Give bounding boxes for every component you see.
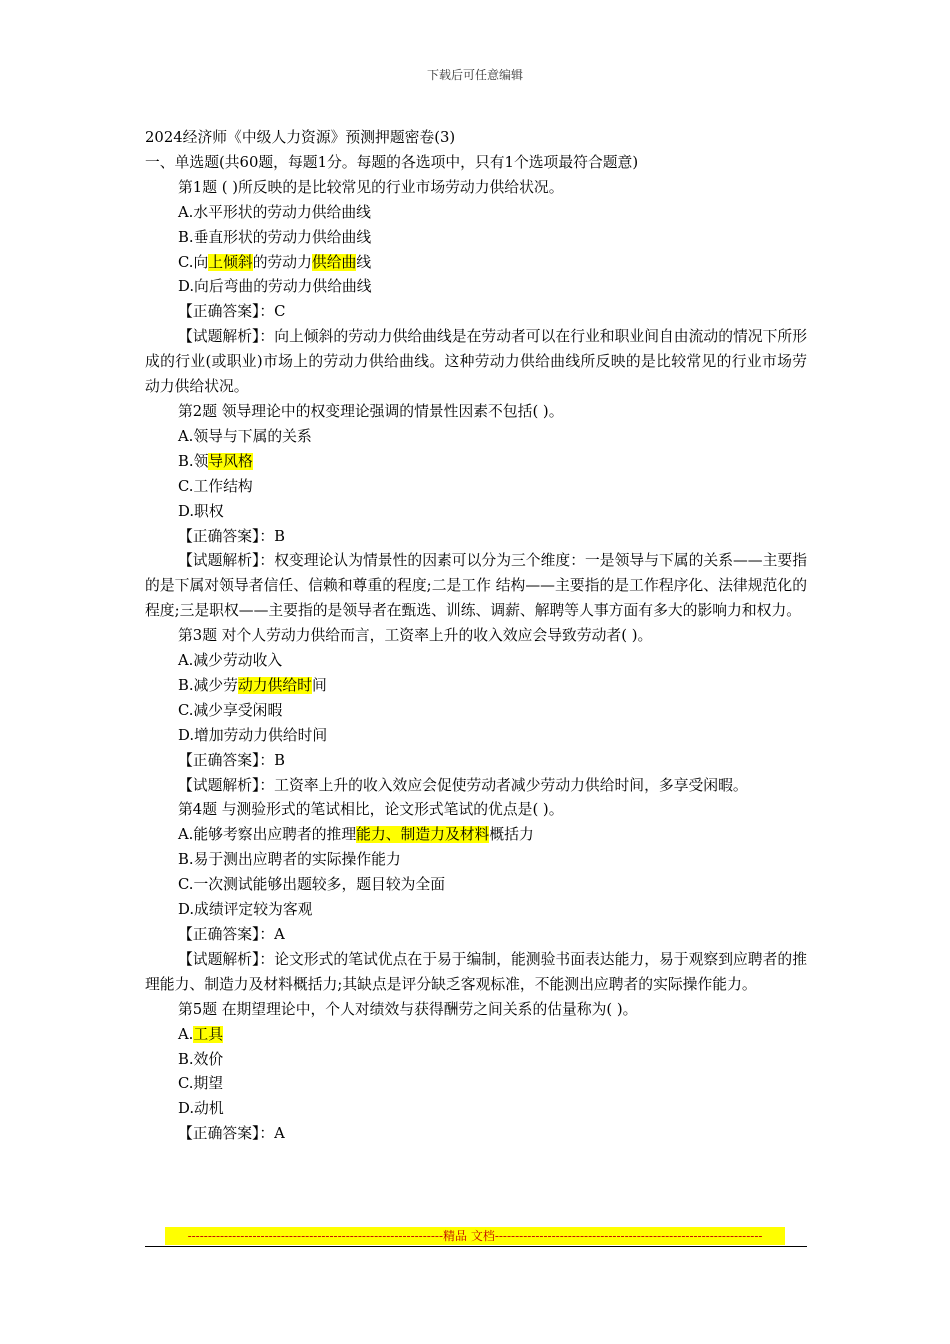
doc-title: 2024经济师《中级人力资源》预测押题密卷(3)	[145, 129, 456, 146]
option-a: A.减少劳动收入	[178, 652, 283, 670]
section-heading: 一、单选题(共60题，每题1分。每题的各选项中，只有1个选项最符合题意)	[145, 153, 639, 171]
option-b: B.效价	[178, 1050, 224, 1068]
analysis: 【试题解析】：向上倾斜的劳动力供给曲线是在劳动者可以在行业和职业间自由流动的情况下所形成的行业(或职业)市场上的劳动力供给曲线。这种劳动力供给曲线所反映的是比较常见的行业市场劳动力供给状况。	[145, 328, 807, 396]
correct-answer: 【正确答案】：C	[178, 303, 286, 321]
correct-answer: 【正确答案】：B	[178, 527, 286, 545]
correct-answer: 【正确答案】：A	[178, 926, 285, 943]
analysis: 【试题解析】：权变理论认为情景性的因素可以分为三个维度：一是领导与下属的关系——主要指的是下属对领导者信任、信赖和尊重的程度;二是工作 结构——主要指的是工作程序化、法律规范化的程度;三是职权——主要指的是领导者在甄选、训练、调薪、解聘等人事方面有多大的影响力和权力。	[145, 552, 807, 620]
option-c: C.工作结构	[178, 477, 253, 495]
option-d: D.成绩评定较为客观	[178, 901, 313, 919]
option-c: C.减少享受闲暇	[178, 701, 283, 719]
option-a: A.能够考察出应聘者的推理能力、制造力及材料概括力	[178, 826, 534, 844]
option-a: A.工具	[178, 1025, 223, 1043]
highlight: 上倾斜	[208, 253, 253, 271]
question-stem: 第2题 领导理论中的权变理论强调的情景性因素不包括( )。	[178, 402, 564, 420]
highlight: 动力供给时	[237, 676, 312, 694]
question-stem: 第1题 ( )所反映的是比较常见的行业市场劳动力供给状况。	[178, 178, 564, 196]
highlight: 能力、制造力及材料	[356, 826, 490, 844]
option-c: C.期望	[178, 1075, 224, 1093]
analysis: 【试题解析】：论文形式的笔试优点在于易于编制，能测验书面表达能力，易于观察到应聘者的推理能力、制造力及材料概括力;其缺点是评分缺乏客观标准，不能测出应聘者的实际操作能力。	[145, 950, 807, 993]
option-b: B.易于测出应聘者的实际操作能力	[178, 851, 401, 869]
correct-answer: 【正确答案】：B	[178, 751, 286, 769]
option-b: B.领导风格	[178, 452, 253, 470]
option-d: D.增加劳动力供给时间	[178, 726, 328, 744]
option-a: A.水平形状的劳动力供给曲线	[178, 203, 371, 221]
option-b: B.垂直形状的劳动力供给曲线	[178, 228, 372, 246]
highlight: 工具	[193, 1025, 223, 1043]
footer-divider	[145, 1246, 807, 1247]
question-stem: 第3题 对个人劳动力供给而言，工资率上升的收入效应会导致劳动者( )。	[178, 627, 653, 645]
option-c: C.向上倾斜的劳动力供给曲线	[178, 253, 372, 271]
option-d: D.向后弯曲的劳动力供给曲线	[178, 278, 372, 296]
question-stem: 第5题 在期望理论中，个人对绩效与获得酬劳之间关系的估量称为( )。	[178, 1000, 638, 1018]
page-footer: ---------------------------------------------------------------精品 文档------------------------------------------------------------------	[165, 1227, 785, 1245]
page-header: 下载后可任意编辑	[426, 68, 523, 82]
question-stem: 第4题 与测验形式的笔试相比，论文形式笔试的优点是( )。	[178, 801, 564, 819]
highlight: 导风格	[208, 452, 253, 470]
highlight: 供给曲	[311, 253, 357, 271]
option-d: D.职权	[178, 502, 224, 520]
option-a: A.领导与下属的关系	[178, 427, 312, 445]
option-b: B.减少劳动力供给时间	[178, 676, 327, 694]
correct-answer: 【正确答案】：A	[178, 1125, 285, 1143]
analysis: 【试题解析】：工资率上升的收入效应会促使劳动者减少劳动力供给时间，多享受闲暇。	[178, 776, 748, 794]
document-body	[145, 126, 807, 1147]
option-c: C.一次测试能够出题较多，题目较为全面	[178, 876, 446, 894]
option-d: D.动机	[178, 1100, 224, 1118]
